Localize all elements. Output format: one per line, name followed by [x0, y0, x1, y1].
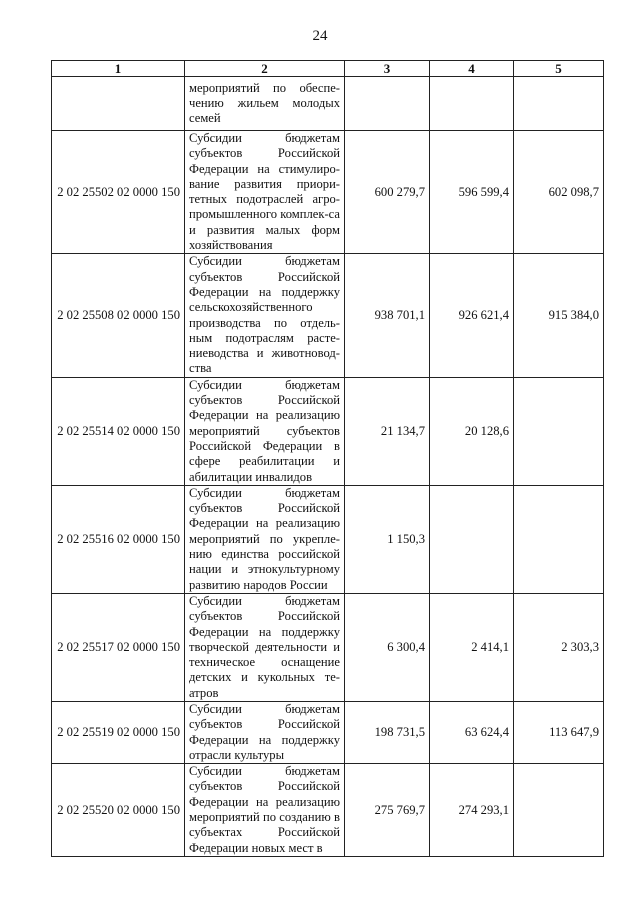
- value-col5: 915 384,0: [514, 254, 604, 377]
- budget-code: 2 02 25517 02 0000 150: [52, 593, 185, 701]
- table-row: [52, 254, 604, 377]
- column-header: 5: [514, 61, 604, 77]
- value-col4: 20 128,6: [430, 377, 514, 485]
- value-col3: [345, 77, 430, 131]
- value-col5: [514, 77, 604, 131]
- value-col4: [430, 77, 514, 131]
- value-col3: 600 279,7: [345, 131, 430, 254]
- value-col5: [514, 764, 604, 857]
- value-col5: 113 647,9: [514, 701, 604, 763]
- description: Субсидии бюджетам субъектов Российской Федерации на поддержку отрасли культуры: [185, 701, 345, 763]
- budget-table: [51, 60, 604, 857]
- table-row: [52, 593, 604, 701]
- description: мероприятий по обеспе-чению жильем молодых семей: [185, 77, 345, 131]
- table-row: [52, 377, 604, 485]
- budget-code: 2 02 25508 02 0000 150: [52, 254, 185, 377]
- budget-code: 2 02 25516 02 0000 150: [52, 485, 185, 593]
- value-col5: [514, 485, 604, 593]
- header-row: [52, 61, 604, 77]
- value-col3: 275 769,7: [345, 764, 430, 857]
- table-row: [52, 77, 604, 131]
- value-col5: 602 098,7: [514, 131, 604, 254]
- description: Субсидии бюджетам субъектов Российской Федерации на поддержку творческой деятельности и техническое оснащение детских и кукольных те-атров: [185, 593, 345, 701]
- budget-code: 2 02 25502 02 0000 150: [52, 131, 185, 254]
- value-col3: 198 731,5: [345, 701, 430, 763]
- budget-code: [52, 77, 185, 131]
- budget-code: 2 02 25520 02 0000 150: [52, 764, 185, 857]
- column-header: 1: [52, 61, 185, 77]
- column-header: 4: [430, 61, 514, 77]
- description: Субсидии бюджетам субъектов Российской Федерации на реализацию мероприятий по укрепле-нию единства российской нации и этнокультурному развитию народов России: [185, 485, 345, 593]
- budget-code: 2 02 25514 02 0000 150: [52, 377, 185, 485]
- value-col4: 926 621,4: [430, 254, 514, 377]
- table-row: [52, 701, 604, 763]
- page-number: 24: [312, 28, 328, 44]
- value-col5: [514, 377, 604, 485]
- budget-code: 2 02 25519 02 0000 150: [52, 701, 185, 763]
- value-col3: 6 300,4: [345, 593, 430, 701]
- value-col3: 1 150,3: [345, 485, 430, 593]
- table-row: [52, 764, 604, 857]
- description: Субсидии бюджетам субъектов Российской Федерации на реализацию мероприятий субъектов Российской Федерации в сфере реабилитации и абилитации инвалидов: [185, 377, 345, 485]
- column-header: 3: [345, 61, 430, 77]
- description: Субсидии бюджетам субъектов Российской Федерации на реализацию мероприятий по созданию в субъектах Российской Федерации новых мест в: [185, 764, 345, 857]
- description: Субсидии бюджетам субъектов Российской Федерации на стимулиро-вание развития приори-тетных подотраслей агро-промышленного комплек-са и развития малых форм хозяйствования: [185, 131, 345, 254]
- value-col5: 2 303,3: [514, 593, 604, 701]
- column-header: 2: [185, 61, 345, 77]
- value-col4: 2 414,1: [430, 593, 514, 701]
- value-col4: 63 624,4: [430, 701, 514, 763]
- value-col3: 21 134,7: [345, 377, 430, 485]
- value-col4: [430, 485, 514, 593]
- value-col3: 938 701,1: [345, 254, 430, 377]
- table-row: [52, 131, 604, 254]
- value-col4: 274 293,1: [430, 764, 514, 857]
- description: Субсидии бюджетам субъектов Российской Федерации на поддержку сельскохозяйственного производства по отдель-ным подотраслям расте-ниеводства и животновод-ства: [185, 254, 345, 377]
- table-row: [52, 485, 604, 593]
- value-col4: 596 599,4: [430, 131, 514, 254]
